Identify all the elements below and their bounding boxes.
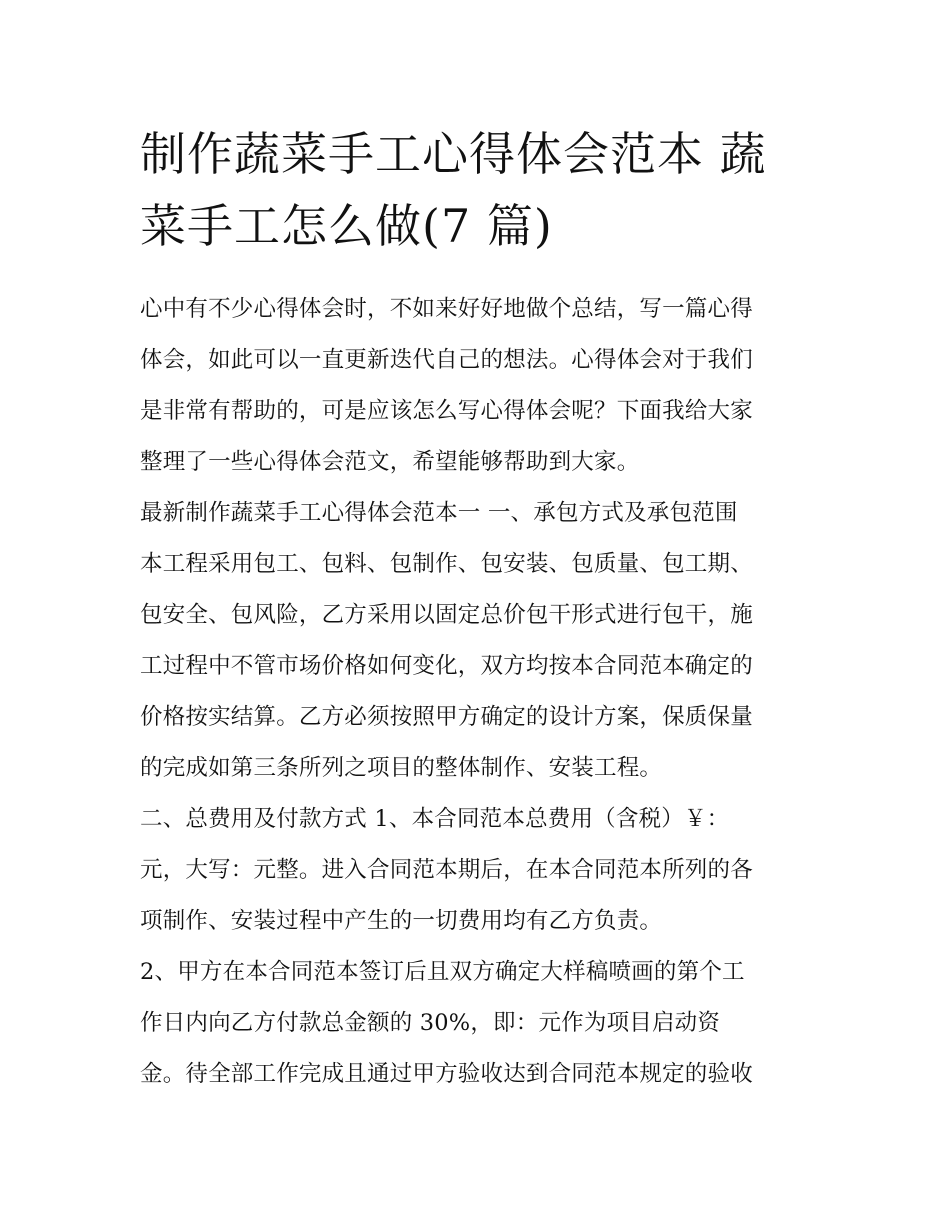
body-line: 心中有不少心得体会时，不如来好好地做个总结，写一篇心得 (140, 296, 753, 322)
body-line: 包安全、包风险，乙方采用以固定总价包干形式进行包干，施 (140, 602, 753, 628)
document-body (140, 284, 820, 1100)
body-line: 作日内向乙方付款总金额的 30%，即：元作为项目启动资 (140, 1010, 721, 1036)
document-title (140, 118, 820, 262)
document-content (140, 118, 820, 1100)
body-line: 价格按实结算。乙方必须按照甲方确定的设计方案，保质保量 (140, 704, 753, 730)
body-line: 工过程中不管市场价格如何变化，双方均按本合同范本确定的 (140, 653, 753, 679)
title-line: 制作蔬菜手工心得体会范本 蔬 (140, 127, 767, 181)
body-line: 体会，如此可以一直更新迭代自己的想法。心得体会对于我们 (140, 347, 753, 373)
body-line: 金。待全部工作完成且通过甲方验收达到合同范本规定的验收 (140, 1061, 753, 1087)
title-line: 菜手工怎么做(7 篇) (140, 199, 553, 253)
body-line: 最新制作蔬菜手工心得体会范本一 一、承包方式及承包范围 (140, 500, 738, 526)
body-line: 是非常有帮助的，可是应该怎么写心得体会呢？下面我给大家 (140, 398, 753, 424)
body-line: 元，大写：元整。进入合同范本期后，在本合同范本所列的各 (140, 857, 753, 883)
body-line: 整理了一些心得体会范文，希望能够帮助到大家。 (140, 449, 640, 475)
body-line: 项制作、安装过程中产生的一切费用均有乙方负责。 (140, 908, 663, 934)
body-line: 的完成如第三条所列之项目的整体制作、安装工程。 (140, 755, 663, 781)
body-line: 二、总费用及付款方式 1、本合同范本总费用（含税）￥： (140, 806, 730, 832)
body-line: 2、甲方在本合同范本签订后且双方确定大样稿喷画的第个工 (140, 959, 745, 985)
body-line: 本工程采用包工、包料、包制作、包安装、包质量、包工期、 (140, 551, 753, 577)
